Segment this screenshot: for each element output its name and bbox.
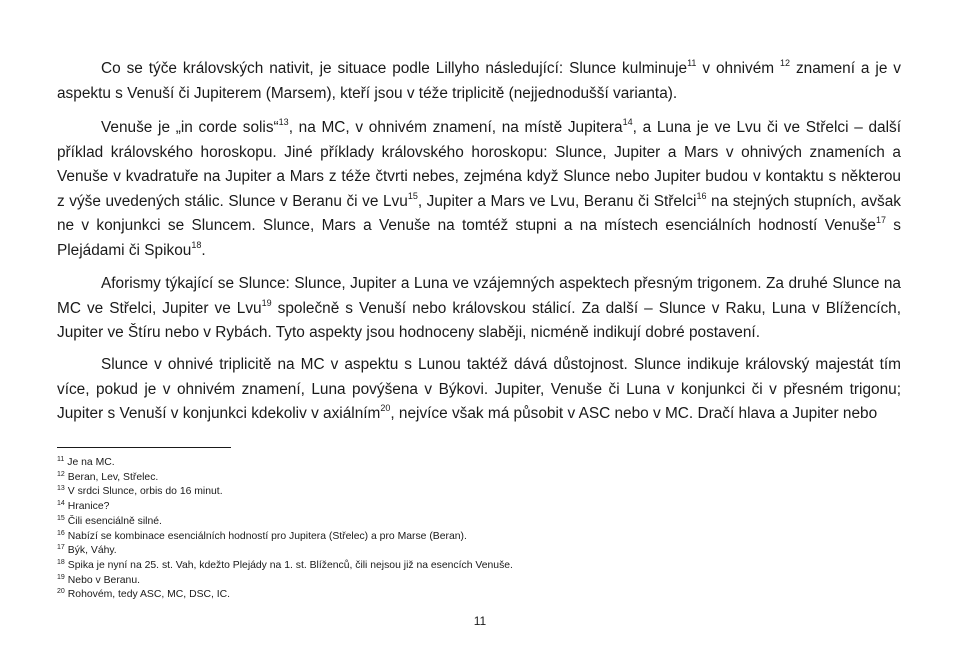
paragraph (57, 116, 901, 263)
footnote-number: 12 (57, 470, 65, 478)
paragraph (57, 57, 901, 106)
text-run: společně s Venuší nebo královskou stálicí. Za další – Slunce v Raku, Luna v Blížencích, Jupiter ve Štíru nebo v Rybách. Tyto aspekty jsou hodnoceny slaběji, nicméně indikují dobré postavení. (57, 299, 901, 341)
paragraph (57, 272, 901, 346)
footnote (57, 485, 857, 500)
footnote-text: Nebo v Beranu. (67, 574, 140, 586)
body-paragraph-2 (57, 116, 901, 263)
footnote (57, 588, 857, 603)
footnote-number: 20 (57, 588, 65, 596)
footnote-text: Nabízí se kombinace esenciálních hodností pro Jupitera (Střelec) a pro Marse (Beran). (67, 530, 467, 542)
footnote-ref-15[interactable]: 15 (407, 190, 418, 201)
text-run: , Jupiter a Mars ve Lvu, Beranu či Střelci (417, 192, 697, 210)
text-run: znamení a je v aspektu s Venuší či Jupiterem (Marsem), kteří jsou v téže triplicitě (nejjednodušší varianta). (57, 60, 901, 102)
footnote-ref-17[interactable]: 17 (875, 215, 886, 225)
footnote-separator (57, 447, 231, 448)
footnote-text: Hranice? (67, 501, 110, 513)
text-run: . (201, 241, 206, 259)
footnote (57, 456, 857, 471)
footnote-ref-20[interactable]: 20 (380, 403, 391, 413)
footnote-number: 14 (57, 500, 65, 508)
body-paragraph-3 (57, 272, 901, 346)
footnote-ref-16[interactable]: 16 (696, 190, 707, 201)
page-number: 11 (473, 614, 487, 628)
footnote (57, 500, 857, 515)
text-run: v ohnivém (696, 60, 781, 77)
text-run: Aforismy týkající se Slunce: Slunce, Jupiter a Luna ve vzájemných aspektech přesným trigonem. Za druhé Slunce na MC ve Střelci, Jupiter ve Lvu (57, 275, 901, 317)
footnote-number: 15 (57, 514, 65, 522)
text-run: na stejných stupních, avšak ne v konjunkci se Sluncem. Slunce, Mars a Venuše na tomtéž stupni a na místech esenciálních hodností Venuše (57, 192, 901, 234)
footnote (57, 515, 857, 530)
footnote-ref-18[interactable]: 18 (191, 239, 202, 250)
body-paragraph-1 (57, 57, 901, 106)
footnote-text: Beran, Lev, Střelec. (67, 471, 159, 483)
paragraph (57, 353, 901, 427)
footnote-text: V srdci Slunce, orbis do 16 minut. (67, 486, 223, 498)
footnote-number: 16 (57, 529, 65, 537)
text-run: , nejvíce však má působit v ASC nebo v MC. Dračí hlava a Jupiter nebo (390, 405, 878, 422)
footnote (57, 530, 857, 545)
footnote-number: 19 (57, 573, 65, 581)
footnote-number: 17 (57, 544, 65, 552)
text-run: Co se týče královských nativit, je situace podle Lillyho následující: Slunce kulminuje (101, 60, 688, 77)
footnote (57, 559, 857, 574)
footnote-ref-12[interactable]: 12 (780, 58, 791, 68)
text-run: , a Luna je ve Lvu či ve Střelci – další příklad královského horoskopu. Jiné příklady královského horoskopu: Slunce, Jupiter a Mars v ohnivých znameních a Venuše v kvadratuře na Jupiter a Mars z téže čtvrti nebes, zejména když Slunce nebo Jupiter budou v kontaktu s některou z výše uvedených stálic. Slunce v Beranu či ve Lvu (57, 119, 901, 210)
text-run: Slunce v ohnivé triplicitě na MC v aspektu s Lunou taktéž dává důstojnost. Slunce indikuje královský majestát tím více, pokud je v ohnivém znamení, Luna povýšena v Býkovi. Jupiter, Venuše či Luna v konjunkci či v přesném trigonu; Jupiter s Venuší v konjunkci kdekoliv v axiálním (57, 356, 901, 422)
text-run: , na MC, v ohnivém znamení, na místě Jupitera (288, 119, 623, 136)
footnote-ref-11[interactable]: 11 (687, 58, 697, 68)
footnote-ref-13[interactable]: 13 (278, 117, 289, 127)
footnote-text: Je na MC. (67, 457, 115, 468)
footnote (57, 471, 857, 486)
body-paragraph-4 (57, 353, 901, 427)
text-run: s Plejádami či Spikou (57, 217, 901, 259)
footnote-text: Čili esenciálně silné. (67, 515, 162, 527)
footnote-text: Rohovém, tedy ASC, MC, DSC, IC. (67, 589, 231, 601)
footnotes-section (57, 456, 857, 603)
footnote (57, 574, 857, 589)
footnote (57, 544, 857, 559)
footnote-text: Spika je nyní na 25. st. Vah, kdežto Plejády na 1. st. Blíženců, čili nejsou již na esencích Venuše. (67, 559, 513, 571)
footnote-text: Býk, Váhy. (67, 545, 117, 557)
text-run: Venuše je „in corde solis“ (101, 119, 279, 136)
footnote-number: 18 (57, 558, 65, 566)
footnote-number: 13 (57, 485, 65, 493)
footnote-ref-14[interactable]: 14 (622, 117, 633, 127)
footnote-number: 11 (57, 456, 65, 463)
footnote-ref-19[interactable]: 19 (261, 297, 272, 308)
